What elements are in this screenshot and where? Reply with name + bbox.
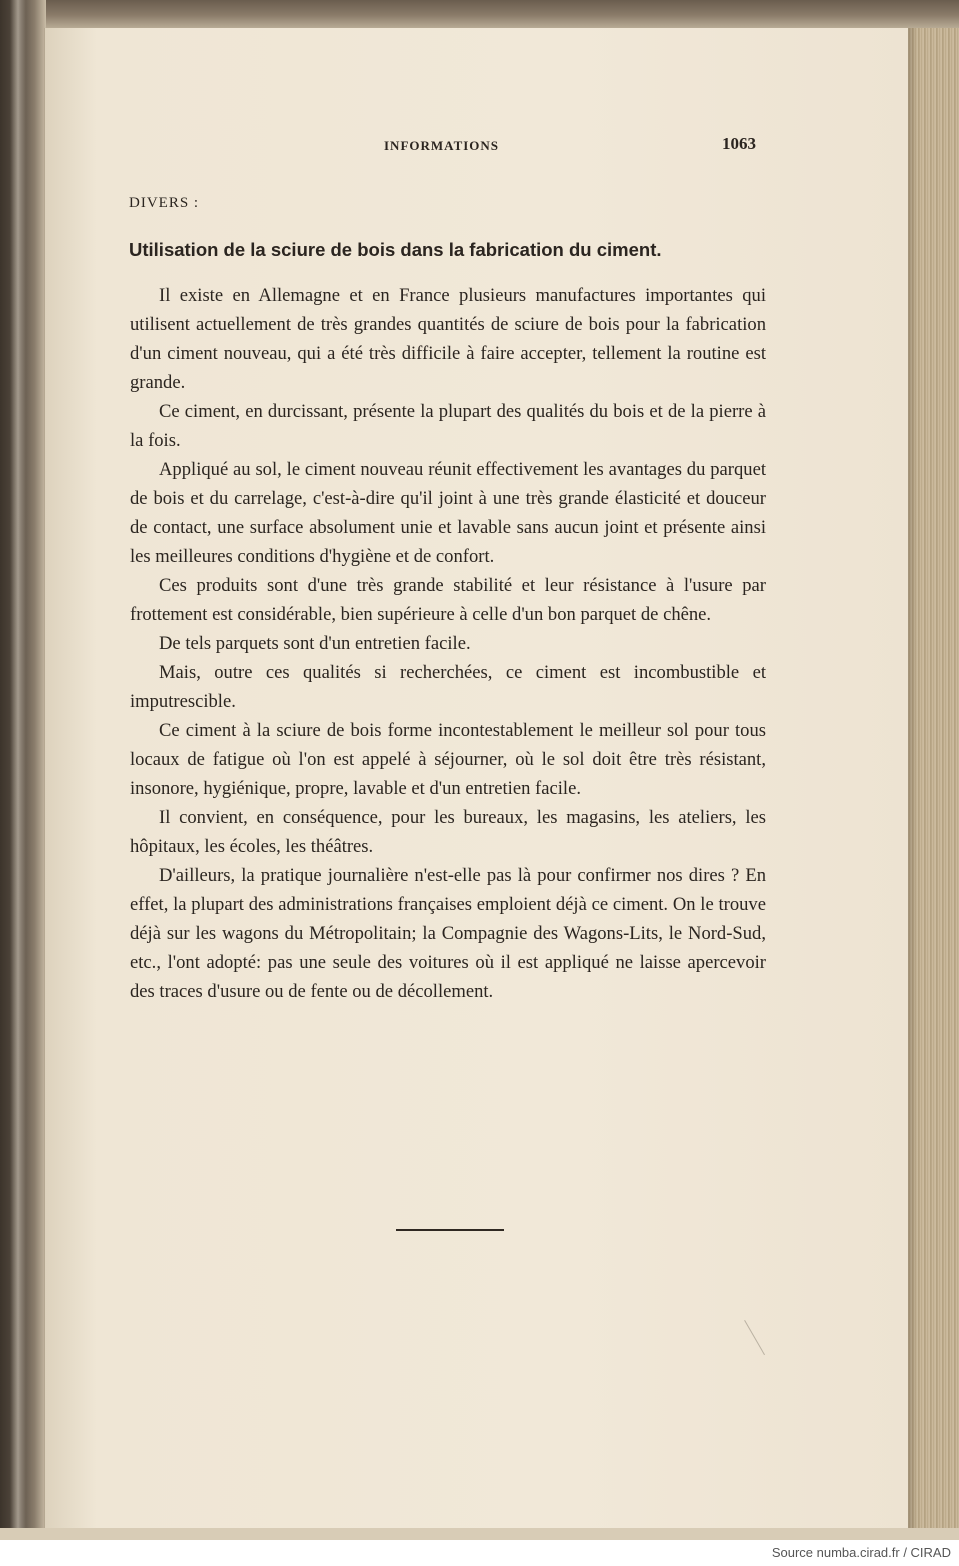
paragraph: Mais, outre ces qualités si recherchées, ce ciment est incombustible et imputrescible.	[130, 662, 766, 712]
paragraph: Ce ciment, en durcissant, présente la plupart des qualités du bois et de la pierre à la fois.	[130, 401, 766, 451]
paragraph: Appliqué au sol, le ciment nouveau réunit effectivement les avantages du parquet de bois et du carrelage, c'est-à-dire qu'il joint à une très grande élasticité et douceur de contact, une surface absolument unie et lavable sans aucun joint et présente ainsi les meilleures conditions d'hygiène et de confort.	[130, 459, 766, 567]
bottom-edge	[0, 1528, 959, 1540]
right-edge-shadow	[908, 28, 918, 1540]
running-head: INFORMATIONS	[384, 138, 500, 153]
left-page-highlight	[10, 0, 26, 1540]
page-number: 1063	[722, 134, 756, 153]
article-body	[130, 281, 766, 1006]
paragraph: De tels parquets sont d'un entretien facile.	[159, 633, 471, 654]
paragraph: Ce ciment à la sciure de bois forme incontestablement le meilleur sol pour tous locaux de fatigue où l'on est appelé à séjourner, où le sol doit être très résistant, insonore, hygiénique, propre, lavable et d'un entretien facile.	[130, 720, 766, 799]
section-label: DIVERS :	[129, 195, 200, 211]
source-credit: Source numba.cirad.fr / CIRAD	[771, 1545, 951, 1560]
article-title: Utilisation de la sciure de bois dans la fabrication du ciment.	[129, 239, 662, 260]
top-edge-shadow	[0, 0, 959, 30]
paragraph: Il convient, en conséquence, pour les bureaux, les magasins, les ateliers, les hôpitaux, les écoles, les théâtres.	[130, 807, 766, 857]
paragraph: Il existe en Allemagne et en France plusieurs manufactures importantes qui utilisent actuellement de très grandes quantités de sciure de bois pour la fabrication d'un ciment nouveau, qui a été très difficile à faire accepter, tellement la routine est grande.	[130, 285, 766, 393]
paragraph: D'ailleurs, la pratique journalière n'est-elle pas là pour confirmer nos dires ? En effet, la plupart des administrations françaises emploient déjà ce ciment. On le trouve déjà sur les wagons du Métropolitain; la Compagnie des Wagons-Lits, le Nord-Sud, etc., l'ont adopté: pas une seule des voitures où il est appliqué ne laisse apercevoir des traces d'usure ou de fente ou de décollement.	[130, 865, 766, 1002]
paragraph: Ces produits sont d'une très grande stabilité et leur résistance à l'usure par frottement est considérable, bien supérieure à celle d'un bon parquet de chêne.	[130, 575, 766, 625]
end-of-article-rule	[396, 1229, 504, 1231]
